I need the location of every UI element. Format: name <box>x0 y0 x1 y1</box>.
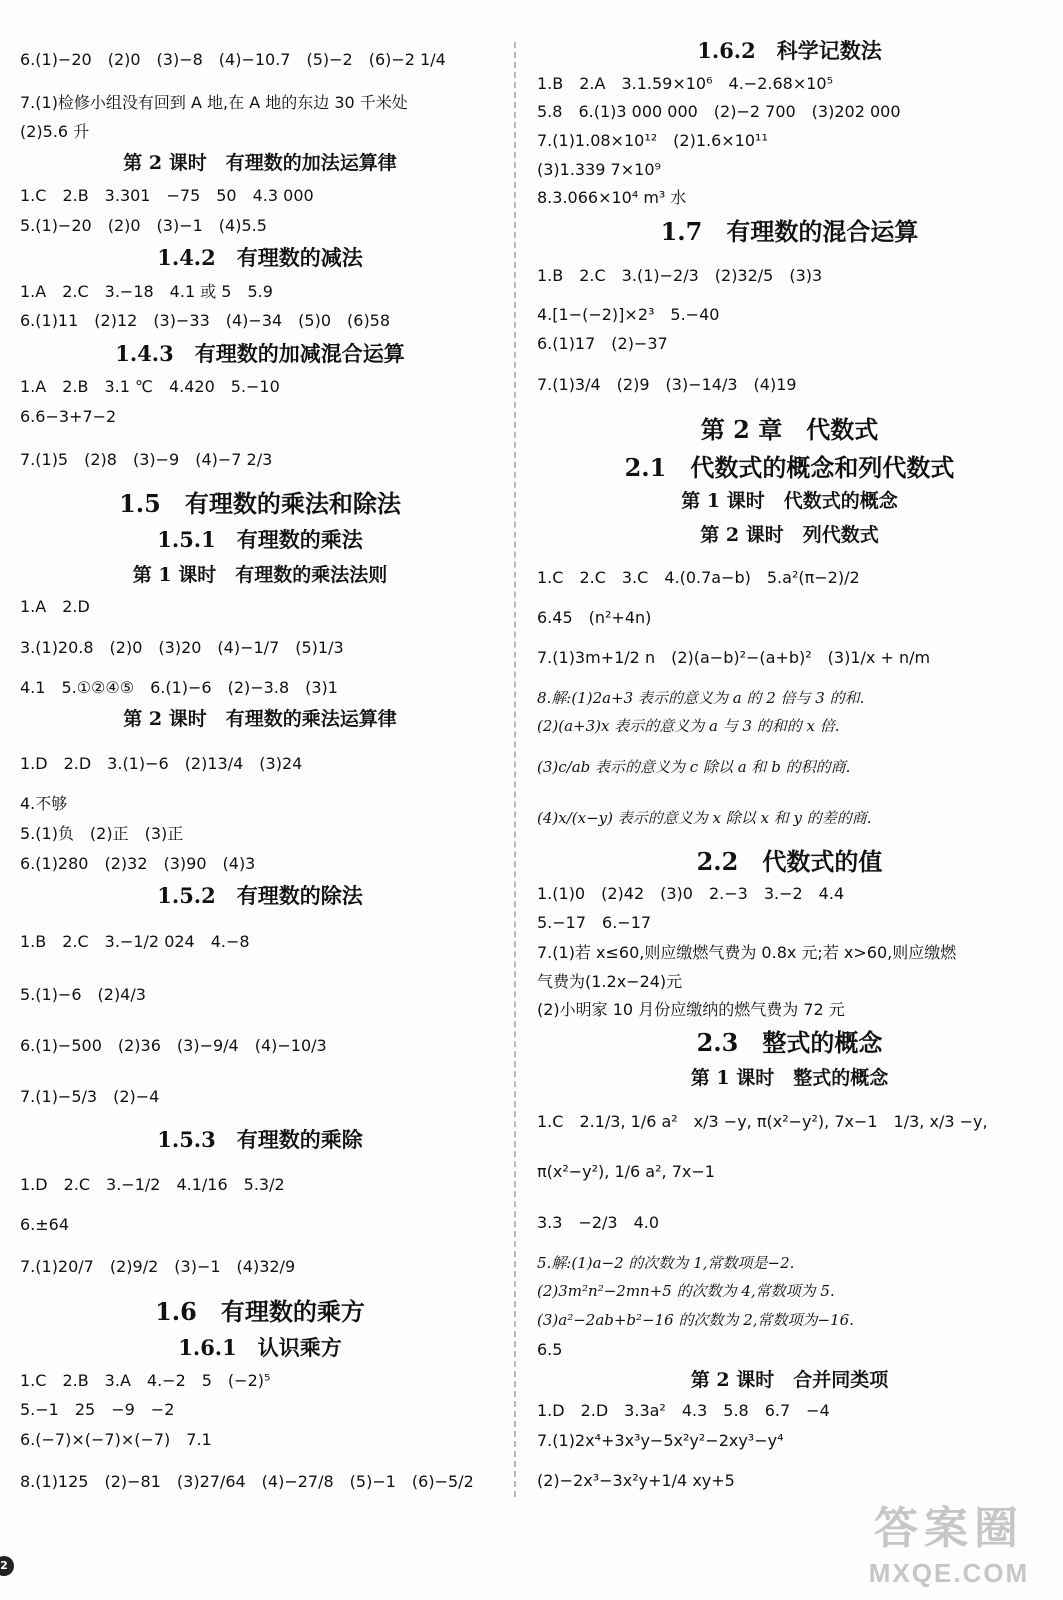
section-heading: 1.6.2 科学记数法 <box>697 38 882 63</box>
section-heading: 1.4.2 有理数的减法 <box>157 245 363 270</box>
answer-line: 7.(1)1.08×10¹² (2)1.6×10¹¹ <box>537 131 768 150</box>
answer-line: 6.(1)−500 (2)36 (3)−9/4 (4)−10/3 <box>20 1036 327 1055</box>
section-heading: 1.5 有理数的乘法和除法 <box>119 489 401 518</box>
answer-line: (3)1.339 7×10⁹ <box>537 160 661 179</box>
section-heading: 1.6 有理数的乘方 <box>155 1297 365 1326</box>
answer-line: 1.(1)0 (2)42 (3)0 2.−3 3.−2 4.4 <box>537 884 845 903</box>
section-heading: 2.3 整式的概念 <box>696 1028 883 1057</box>
answer-line: 6.6−3+7−2 <box>20 407 117 426</box>
lesson-heading: 第 1 课时 整式的概念 <box>690 1067 889 1089</box>
answer-line: 气费为(1.2x−24)元 <box>537 972 683 991</box>
answer-line: 5.−1 25 −9 −2 <box>20 1400 175 1419</box>
answer-line: 4.[1−(−2)]×2³ 5.−40 <box>537 305 720 324</box>
answer-line: 1.B 2.A 3.1.59×10⁶ 4.−2.68×10⁵ <box>537 74 834 93</box>
answer-line: 8.解:(1)2a+3 表示的意义为 a 的 2 倍与 3 的和. <box>537 689 865 707</box>
answer-line: (2)−2x³−3x²y+1/4 xy+5 <box>537 1471 735 1490</box>
answer-line: 7.(1)−5/3 (2)−4 <box>20 1087 160 1106</box>
lesson-heading: 第 2 课时 列代数式 <box>700 524 879 546</box>
section-heading: 1.5.1 有理数的乘法 <box>157 527 363 552</box>
section-heading: 1.4.3 有理数的加减混合运算 <box>115 341 405 366</box>
answer-line: 4.1 5.①②④⑤ 6.(1)−6 (2)−3.8 (3)1 <box>20 678 338 697</box>
lesson-heading: 第 2 课时 有理数的乘法运算律 <box>123 708 397 730</box>
answer-line: 4.不够 <box>20 794 68 813</box>
answer-line: 6.45 (n²+4n) <box>537 608 652 627</box>
page-number: 2 <box>0 1556 14 1576</box>
lesson-heading: 第 2 课时 有理数的加法运算律 <box>123 152 397 174</box>
answer-line: 7.(1)5 (2)8 (3)−9 (4)−7 2/3 <box>20 450 273 469</box>
answer-line: 5.−17 6.−17 <box>537 913 652 932</box>
answer-line: 5.(1)−6 (2)4/3 <box>20 985 146 1004</box>
answer-line: 7.(1)3/4 (2)9 (3)−14/3 (4)19 <box>537 375 797 394</box>
answer-line: 3.3 −2/3 4.0 <box>537 1213 660 1232</box>
section-heading: 1.7 有理数的混合运算 <box>660 217 919 246</box>
answer-line: 7.(1)2x⁴+3x³y−5x²y²−2xy³−y⁴ <box>537 1431 784 1450</box>
answer-line: (2)小明家 10 月份应缴纳的燃气费为 72 元 <box>537 1000 845 1019</box>
section-heading: 2.2 代数式的值 <box>696 847 883 876</box>
watermark-logo-text: 答案圈 <box>874 1504 1024 1553</box>
answer-line: 6.(−7)×(−7)×(−7) 7.1 <box>20 1430 212 1449</box>
watermark <box>849 1500 1049 1596</box>
answer-line: 7.(1)3m+1/2 n (2)(a−b)²−(a+b)² (3)1/x + n/m <box>537 648 931 667</box>
lesson-heading: 第 2 课时 合并同类项 <box>690 1369 889 1391</box>
answer-line: π(x²−y²), 1/6 a², 7x−1 <box>537 1162 715 1181</box>
chapter-heading: 第 2 章 代数式 <box>700 415 879 444</box>
answer-line: 1.D 2.D 3.3a² 4.3 5.8 6.7 −4 <box>537 1401 830 1420</box>
answer-line: 5.(1)−20 (2)0 (3)−1 (4)5.5 <box>20 216 267 235</box>
lesson-heading: 第 1 课时 有理数的乘法法则 <box>132 564 388 586</box>
answer-line: 6.(1)−20 (2)0 (3)−8 (4)−10.7 (5)−2 (6)−2 1/4 <box>20 50 446 69</box>
answer-line: (3)a²−2ab+b²−16 的次数为 2,常数项为−16. <box>537 1311 854 1329</box>
answer-line: (4)x/(x−y) 表示的意义为 x 除以 x 和 y 的差的商. <box>537 809 872 827</box>
answer-line: (3)c/ab 表示的意义为 c 除以 a 和 b 的积的商. <box>537 758 851 776</box>
section-heading: 1.5.3 有理数的乘除 <box>157 1127 363 1152</box>
answer-line: 1.D 2.C 3.−1/2 4.1/16 5.3/2 <box>20 1175 285 1194</box>
section-heading: 1.5.2 有理数的除法 <box>157 883 363 908</box>
lesson-heading: 第 1 课时 代数式的概念 <box>681 490 898 512</box>
section-heading: 2.1 代数式的概念和列代数式 <box>624 453 955 482</box>
answer-line: (2)5.6 升 <box>20 122 90 141</box>
answer-line: 1.C 2.1/3, 1/6 a² x/3 −y, π(x²−y²), 7x−1 1/3, x/3 −y, <box>537 1112 988 1131</box>
answer-line: 6.5 <box>537 1340 563 1359</box>
answer-line: 5.(1)负 (2)正 (3)正 <box>20 824 184 843</box>
answer-line: 6.(1)11 (2)12 (3)−33 (4)−34 (5)0 (6)58 <box>20 311 391 330</box>
answer-line: 1.B 2.C 3.−1/2 024 4.−8 <box>20 932 250 951</box>
answer-line: 1.A 2.D <box>20 597 90 616</box>
answer-line: 1.C 2.B 3.301 −75 50 4.3 000 <box>20 186 314 205</box>
answer-line: 8.3.066×10⁴ m³ 水 <box>537 188 687 207</box>
column-divider <box>514 42 516 1497</box>
watermark-url: MXQE.COM <box>868 1558 1030 1588</box>
answer-line: 8.(1)125 (2)−81 (3)27/64 (4)−27/8 (5)−1 (6)−5/2 <box>20 1472 474 1491</box>
answer-line: 1.C 2.B 3.A 4.−2 5 (−2)⁵ <box>20 1371 271 1390</box>
answer-line: 7.(1)若 x≤60,则应缴燃气费为 0.8x 元;若 x>60,则应缴燃 <box>537 943 957 962</box>
answer-line: (2)(a+3)x 表示的意义为 a 与 3 的和的 x 倍. <box>537 717 840 735</box>
answer-line: (2)3m²n²−2mn+5 的次数为 4,常数项为 5. <box>537 1282 835 1300</box>
answer-line: 6.±64 <box>20 1215 70 1234</box>
answer-line: 1.A 2.C 3.−18 4.1 或 5 5.9 <box>20 282 273 301</box>
section-heading: 1.6.1 认识乘方 <box>178 1335 342 1360</box>
answer-line: 1.D 2.D 3.(1)−6 (2)13/4 (3)24 <box>20 754 303 773</box>
answer-line: 1.C 2.C 3.C 4.(0.7a−b) 5.a²(π−2)/2 <box>537 568 860 587</box>
answer-line: 6.(1)17 (2)−37 <box>537 334 668 353</box>
answer-line: 7.(1)检修小组没有回到 A 地,在 A 地的东边 30 千米处 <box>20 93 408 112</box>
answer-line: 7.(1)20/7 (2)9/2 (3)−1 (4)32/9 <box>20 1257 296 1276</box>
answer-line: 5.解:(1)a−2 的次数为 1,常数项是−2. <box>537 1254 795 1272</box>
answer-line: 5.8 6.(1)3 000 000 (2)−2 700 (3)202 000 <box>537 102 901 121</box>
answer-line: 6.(1)280 (2)32 (3)90 (4)3 <box>20 854 256 873</box>
answer-line: 1.A 2.B 3.1 ℃ 4.420 5.−10 <box>20 377 280 396</box>
answer-line: 1.B 2.C 3.(1)−2/3 (2)32/5 (3)3 <box>537 266 823 285</box>
answer-line: 3.(1)20.8 (2)0 (3)20 (4)−1/7 (5)1/3 <box>20 638 344 657</box>
